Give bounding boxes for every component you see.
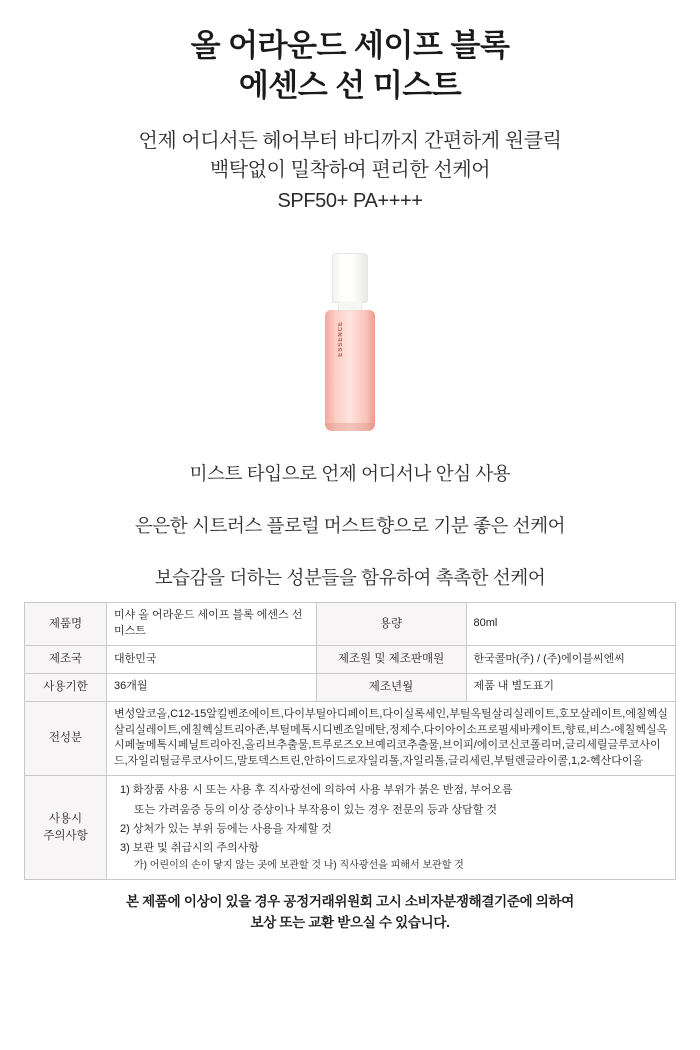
footer-line-2: 보상 또는 교환 받으실 수 있습니다. [250, 915, 450, 931]
caution-item-1: 1) 화장품 사용 시 또는 사용 후 직사광선에 의하여 사용 부위가 붉은 반점, 부어오름 [120, 784, 513, 797]
cell-volume-label: 용량 [316, 603, 466, 646]
subtitle-spf-rating: SPF50+ PA++++ [277, 190, 423, 213]
subtitle-line-1: 언제 어디서든 헤어부터 바디까지 간편하게 원클릭 [138, 130, 562, 153]
sun-mist-bottle [325, 253, 375, 431]
cell-maker-value: 한국콜마(주) / (주)에이블씨엔씨 [466, 646, 676, 674]
caution-label-line-2: 주의사항 [43, 829, 88, 842]
bottle-label-text: ESSENCE [338, 321, 344, 358]
feature-item-2: 은은한 시트러스 플로럴 머스트향으로 기분 좋은 선케어 [134, 515, 566, 537]
cell-expiry-label: 사용기한 [25, 673, 107, 701]
title-line-1: 올 어라운드 세이프 블록 [190, 28, 510, 63]
caution-item-1-cont: 또는 가려움증 등의 이상 증상이나 부작용이 있는 경우 전문의 등과 상담할 것 [134, 803, 498, 816]
table-row [25, 701, 676, 776]
caution-list [114, 781, 668, 874]
bottle-body-icon [325, 310, 375, 431]
feature-item-3: 보습감을 더하는 성분들을 함유하여 촉촉한 선케어 [154, 567, 546, 589]
bottle-cap-icon [332, 253, 368, 303]
table-row [25, 603, 676, 646]
product-image [24, 242, 676, 442]
cell-mfg-date-label: 제조년월 [316, 673, 466, 701]
subtitle-line-2: 백탁없이 밀착하여 편리한 선케어 [209, 159, 491, 182]
subtitle-block [24, 127, 676, 216]
cell-caution-label [25, 776, 107, 880]
cell-ingredients-value: 변성알코올,C12-15알킬벤조에이트,다이부틸아디페이트,다이실록세인,부틸옥틸살리실레이트,호모살레이트,에칠헥실살리실레이트,에칠헥실트리아존,부틸메톡시디벤조일메탄,정제수,다이아이소프로필세바케이트,향료,비스-에칠헥실옥시페놀메톡시페닐트리아진,올리브추출물,트루로즈오브예리코추출물,브이피/에이코신코폴리머,글리세릴글루코사이드,자일리틸글루코사이드,말토덱스트린,안하이드로자일리톨,자일리톨,글리세린,부틸렌글라이콜,1,2-헥산다이올 [107, 701, 676, 776]
title-line-2: 에센스 선 미스트 [238, 67, 462, 103]
footer-notice [24, 892, 676, 934]
table-row [25, 673, 676, 701]
page-title [24, 0, 676, 105]
feature-item-1: 미스트 타입으로 언제 어디서나 안심 사용 [189, 463, 511, 485]
specification-table [24, 602, 676, 880]
feature-list [24, 460, 676, 590]
caution-sub-items: 가) 어린이의 손이 닿지 않는 곳에 보관할 것 나) 직사광선을 피해서 보관할 것 [134, 860, 464, 872]
caution-item-2: 2) 상처가 있는 부위 등에는 사용을 자제할 것 [120, 822, 332, 835]
footer-line-1: 본 제품에 이상이 있을 경우 공정거래위원회 고시 소비자분쟁해결기준에 의하여 [125, 894, 575, 910]
cell-product-name-label: 제품명 [25, 603, 107, 646]
cell-maker-label: 제조원 및 제조판매원 [316, 646, 466, 674]
table-row [25, 776, 676, 880]
cell-ingredients-label: 전성분 [25, 701, 107, 776]
caution-label-line-1: 사용시 [48, 813, 83, 826]
cell-country-label: 제조국 [25, 646, 107, 674]
cell-caution-value [107, 776, 676, 880]
cell-mfg-date-value: 제품 내 별도표기 [466, 673, 676, 701]
table-row [25, 646, 676, 674]
caution-item-3: 3) 보관 및 취급시의 주의사항 [120, 842, 259, 855]
cell-country-value: 대한민국 [107, 646, 317, 674]
cell-product-name-value: 미샤 올 어라운드 세이프 블록 에센스 선 미스트 [107, 603, 317, 646]
cell-expiry-value: 36개월 [107, 673, 317, 701]
cell-volume-value: 80ml [466, 603, 676, 646]
